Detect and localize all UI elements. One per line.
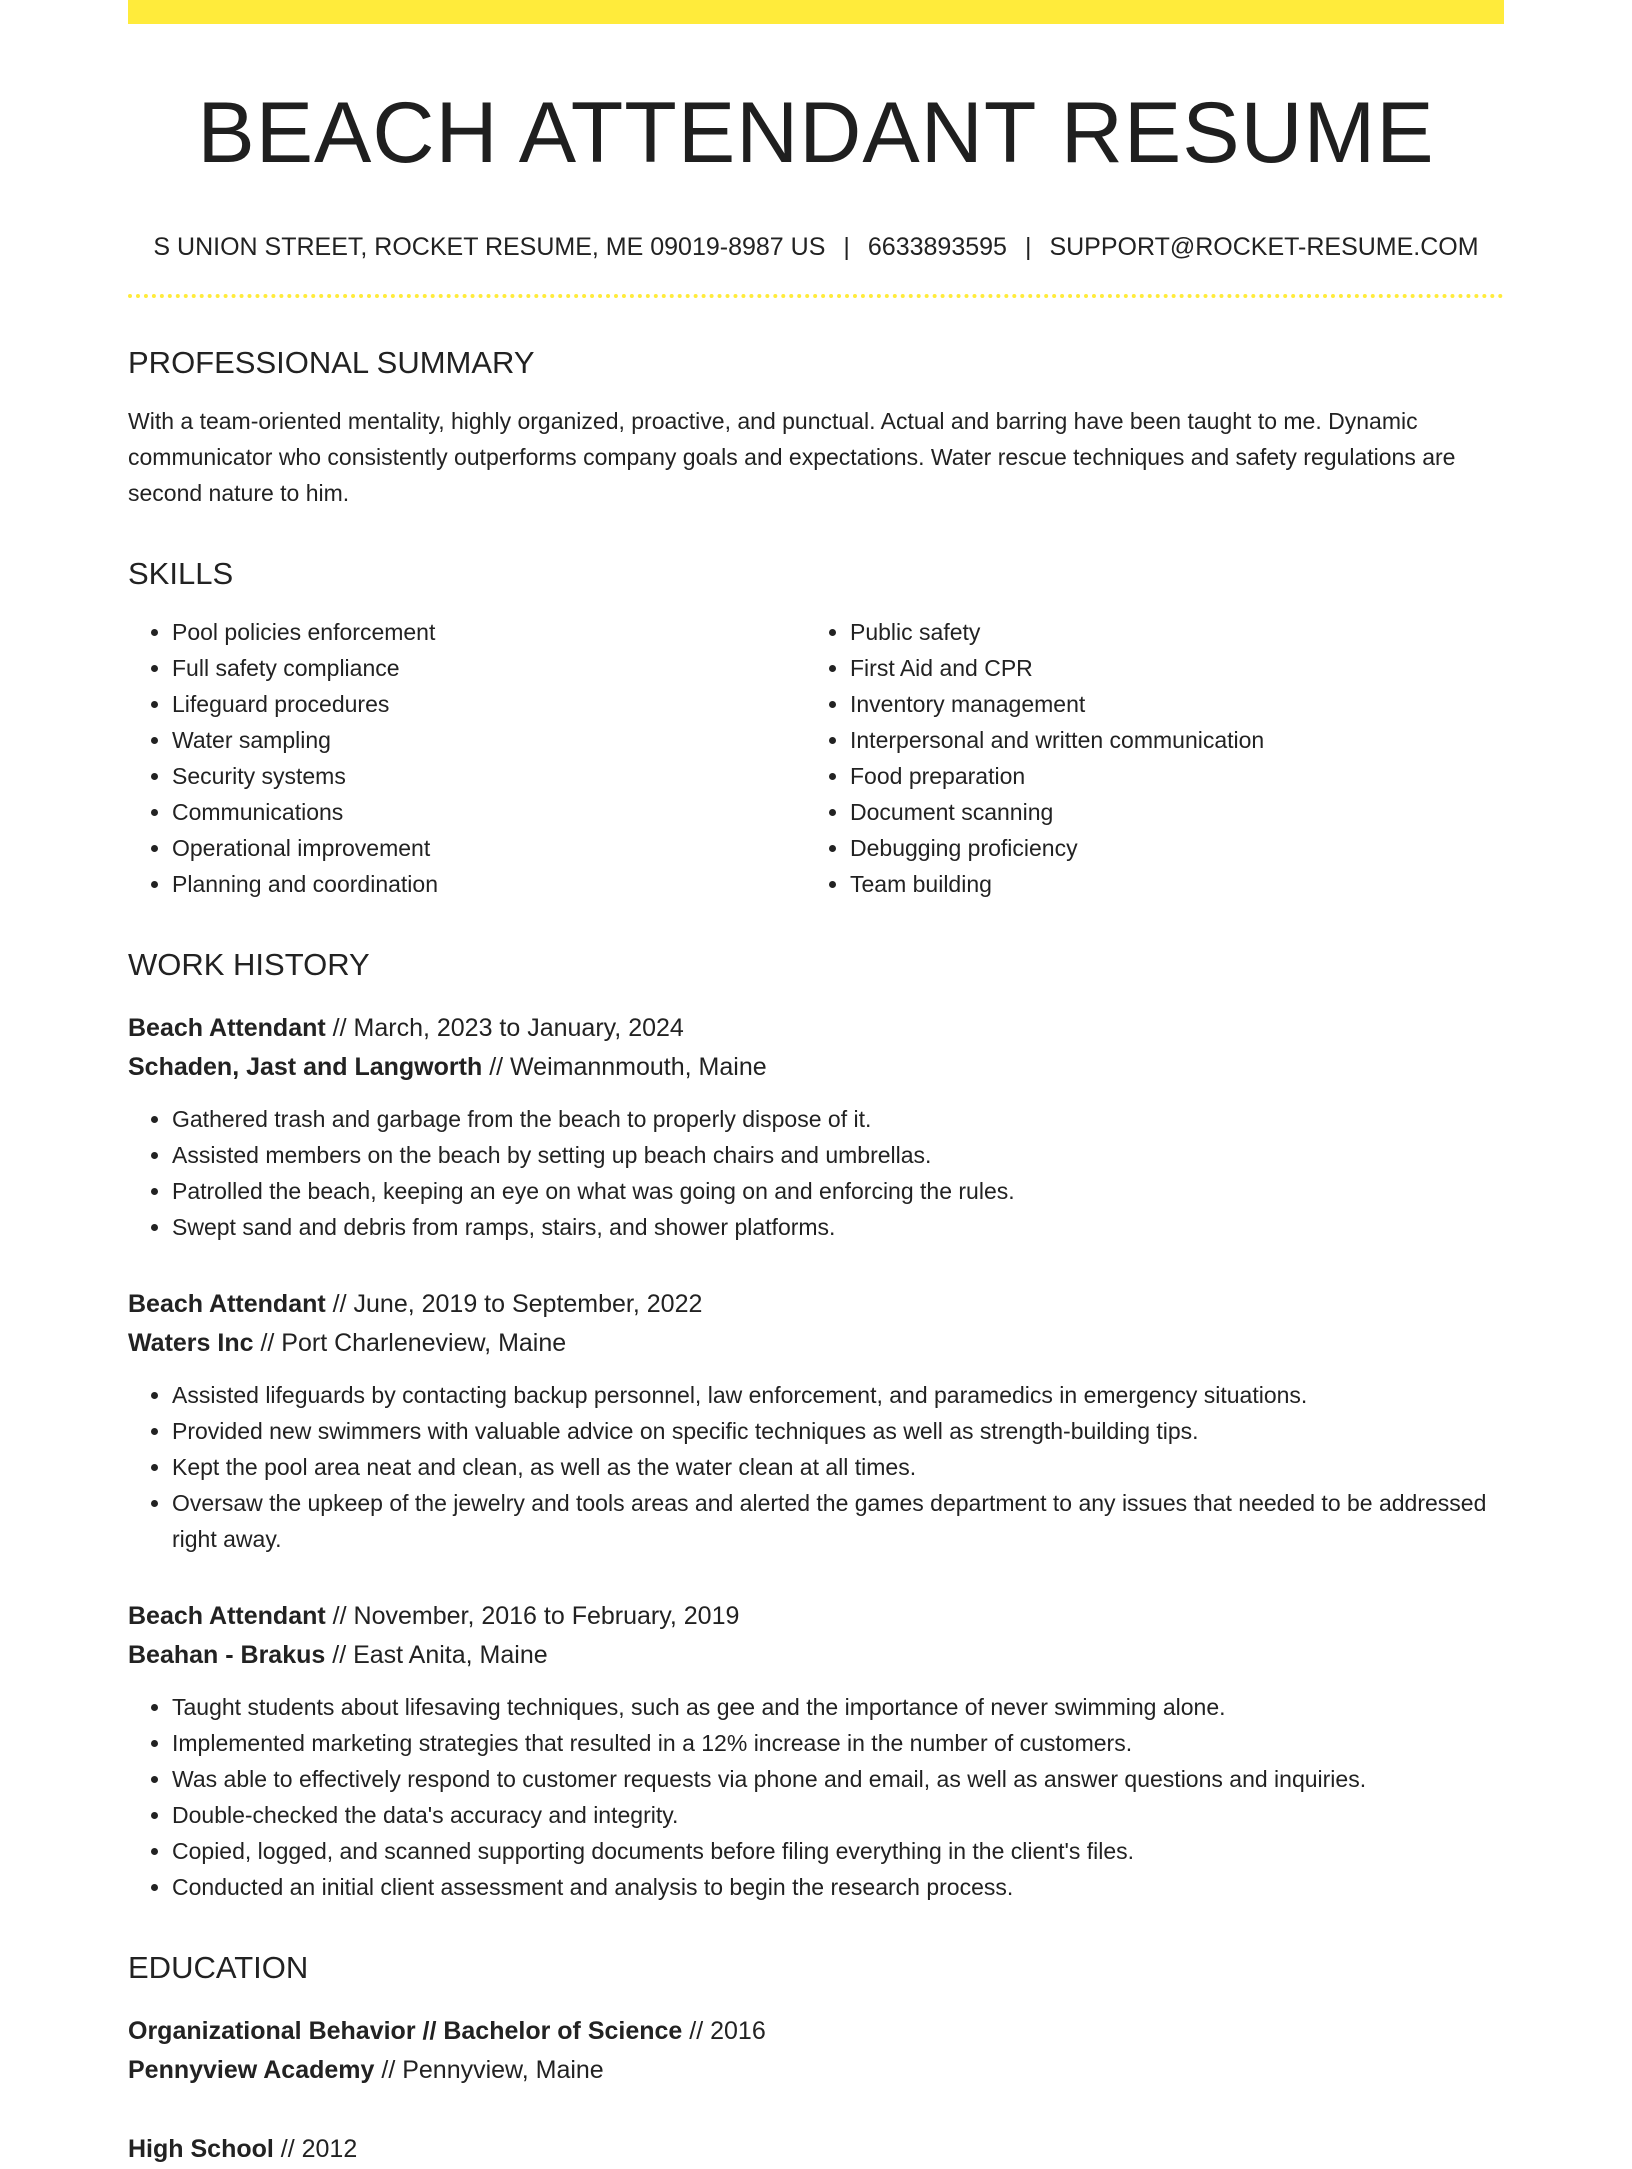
job-bullet: • Copied, logged, and scanned supporting documents before filing everything in the client's files.	[172, 1833, 1504, 1869]
skill-item: • Public safety	[850, 614, 1484, 650]
contact-address: S UNION STREET, ROCKET RESUME, ME 09019-8987 US	[153, 233, 826, 262]
work-history-section	[128, 946, 1504, 1905]
skill-item: • Pool policies enforcement	[172, 614, 806, 650]
summary-heading: PROFESSIONAL SUMMARY	[128, 344, 535, 380]
contact-separator: |	[843, 233, 850, 262]
education-degree: Organizational Behavior // Bachelor of Science	[128, 2017, 683, 2046]
skills-list-left	[128, 614, 806, 902]
summary-section	[128, 344, 1504, 511]
job-company: Beahan - Brakus	[128, 1641, 326, 1670]
job-bullet: • Double-checked the data's accuracy and integrity.	[172, 1797, 1504, 1833]
dotted-divider	[128, 294, 1504, 298]
skill-item: • Security systems	[172, 758, 806, 794]
skill-item: • Planning and coordination	[172, 866, 806, 902]
skill-item: • Food preparation	[850, 758, 1484, 794]
work-history-heading: WORK HISTORY	[128, 947, 370, 983]
education-degree-line	[128, 2130, 1504, 2169]
education-section	[128, 1949, 1504, 2169]
job-bullet: • Provided new swimmers with valuable advice on specific techniques as well as strength-building tips.	[172, 1413, 1504, 1449]
contact-email: SUPPORT@ROCKET-RESUME.COM	[1049, 233, 1479, 262]
job-bullet: • Conducted an initial client assessment and analysis to begin the research process.	[172, 1869, 1504, 1905]
top-accent-bar	[128, 0, 1504, 24]
education-school: Pennyview Academy	[128, 2056, 375, 2085]
education-year: // 2016	[689, 2017, 766, 2046]
resume-page	[128, 0, 1504, 2169]
education-degree-line	[128, 2012, 1504, 2051]
skill-item: • Operational improvement	[172, 830, 806, 866]
education-location: // Pennyview, Maine	[381, 2056, 604, 2085]
education-year: // 2012	[280, 2135, 358, 2164]
contact-phone: 6633893595	[867, 233, 1007, 262]
skill-item: • Communications	[172, 794, 806, 830]
job-location: // East Anita, Maine	[332, 1641, 548, 1670]
skills-columns	[128, 614, 1504, 902]
resume-title: BEACH ATTENDANT RESUME	[197, 85, 1435, 181]
job-location: // Weimannmouth, Maine	[489, 1053, 767, 1082]
job-bullet: • Gathered trash and garbage from the beach to properly dispose of it.	[172, 1101, 1504, 1137]
contact-separator: |	[1024, 233, 1032, 262]
job-bullet: • Taught students about lifesaving techniques, such as gee and the importance of never swimming alone.	[172, 1689, 1504, 1725]
job-company-line	[128, 1324, 1504, 1363]
job-company: Waters Inc	[128, 1329, 254, 1358]
job-bullets	[128, 1689, 1504, 1905]
skill-item: • Document scanning	[850, 794, 1484, 830]
job-title: Beach Attendant	[128, 1014, 326, 1043]
job-entry	[128, 1009, 1504, 1245]
skill-item: • Team building	[850, 866, 1484, 902]
education-degree: High School	[128, 2135, 274, 2164]
job-title: Beach Attendant	[128, 1290, 326, 1319]
job-dates: // June, 2019 to September, 2022	[332, 1290, 703, 1319]
job-title-line	[128, 1597, 1504, 1636]
skill-item: • Debugging proficiency	[850, 830, 1484, 866]
job-bullet: • Assisted members on the beach by setting up beach chairs and umbrellas.	[172, 1137, 1504, 1173]
job-entry	[128, 1597, 1504, 1905]
job-title: Beach Attendant	[128, 1602, 326, 1631]
skill-item: • First Aid and CPR	[850, 650, 1484, 686]
skill-item: • Full safety compliance	[172, 650, 806, 686]
summary-text: With a team-oriented mentality, highly organized, proactive, and punctual. Actual and barring have been taught to me. Dynamic communicator who consistently outperforms company goals and expectations. Water rescue techniques and safety regulations are second nature to him.	[128, 407, 1456, 506]
job-bullet: • Implemented marketing strategies that resulted in a 12% increase in the number of customers.	[172, 1725, 1504, 1761]
job-bullets	[128, 1377, 1504, 1557]
job-location: // Port Charleneview, Maine	[260, 1329, 567, 1358]
skills-heading: SKILLS	[128, 555, 234, 591]
job-bullet: • Assisted lifeguards by contacting backup personnel, law enforcement, and paramedics in emergency situations.	[172, 1377, 1504, 1413]
job-company-line	[128, 1048, 1504, 1087]
job-bullet: • Patrolled the beach, keeping an eye on what was going on and enforcing the rules.	[172, 1173, 1504, 1209]
job-bullet: • Was able to effectively respond to customer requests via phone and email, as well as answer questions and inquiries.	[172, 1761, 1504, 1797]
job-company-line	[128, 1636, 1504, 1675]
education-school-line	[128, 2051, 1504, 2090]
job-bullets	[128, 1101, 1504, 1245]
skill-item: • Lifeguard procedures	[172, 686, 806, 722]
contact-line	[128, 231, 1504, 264]
job-dates: // November, 2016 to February, 2019	[332, 1602, 740, 1631]
education-entry	[128, 2012, 1504, 2090]
skill-item: • Interpersonal and written communication	[850, 722, 1484, 758]
job-title-line	[128, 1009, 1504, 1048]
skills-list-right	[806, 614, 1484, 902]
skill-item: • Inventory management	[850, 686, 1484, 722]
job-dates: // March, 2023 to January, 2024	[332, 1014, 684, 1043]
job-bullet: • Oversaw the upkeep of the jewelry and tools areas and alerted the games department to any issues that needed to be addressed right away.	[172, 1485, 1504, 1557]
job-bullet: • Swept sand and debris from ramps, stairs, and shower platforms.	[172, 1209, 1504, 1245]
job-title-line	[128, 1285, 1504, 1324]
job-bullet: • Kept the pool area neat and clean, as well as the water clean at all times.	[172, 1449, 1504, 1485]
job-entry	[128, 1285, 1504, 1557]
education-heading: EDUCATION	[128, 1950, 309, 1986]
education-entry	[128, 2130, 1504, 2169]
skill-item: • Water sampling	[172, 722, 806, 758]
skills-section	[128, 555, 1504, 902]
job-company: Schaden, Jast and Langworth	[128, 1053, 483, 1082]
